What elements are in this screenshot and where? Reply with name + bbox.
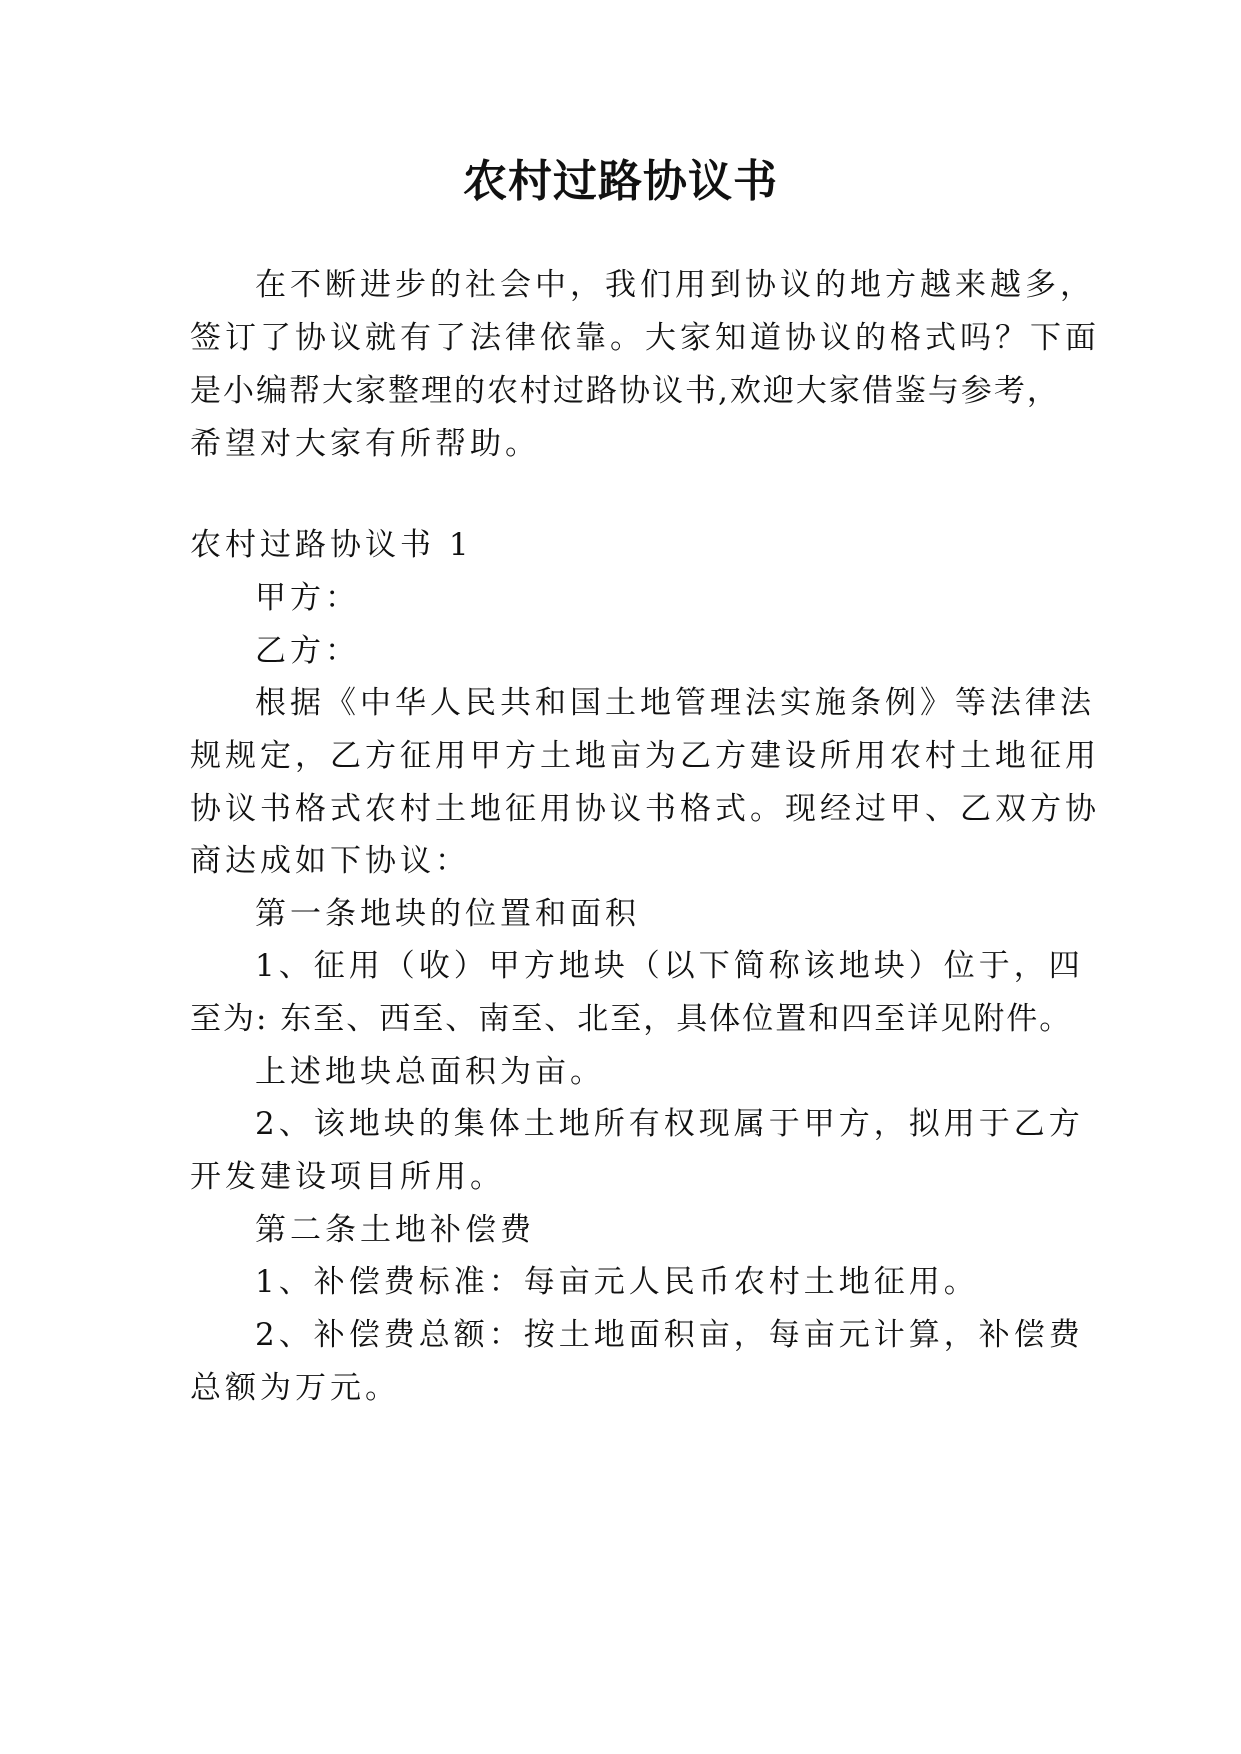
article1-item2-line-1: 2、该地块的集体土地所有权现属于甲方，拟用于乙方: [255, 1106, 1084, 1142]
intro-line-1: 在不断进步的社会中，我们用到协议的地方越来越多，: [255, 267, 1095, 303]
article1-item1-line-2: 至为: 东至、西至、南至、北至，具体位置和四至详见附件。: [190, 1001, 1073, 1037]
basis-line-1: 根据《中华人民共和国土地管理法实施条例》等法律法: [255, 685, 1095, 721]
article2-title: 第二条土地补偿费: [255, 1212, 535, 1248]
basis-line-3: 协议书格式农村土地征用协议书格式。现经过甲、乙双方协: [190, 791, 1100, 827]
article2-item2-line-2: 总额为万元。: [190, 1370, 400, 1406]
intro-line-4: 希望对大家有所帮助。: [190, 426, 540, 462]
article1-item2-line-2: 开发建设项目所用。: [190, 1159, 505, 1195]
basis-line-4: 商达成如下协议：: [190, 843, 470, 879]
article2-item2-line-1: 2、补偿费总额：按土地面积亩，每亩元计算，补偿费: [255, 1317, 1084, 1353]
section-heading: 农村过路协议书 1: [190, 527, 473, 563]
party-a-label: 甲方：: [255, 580, 360, 616]
intro-line-2: 签订了协议就有了法律依靠。大家知道协议的格式吗？下面: [190, 320, 1100, 356]
article1-item1-line-1: 1、征用（收）甲方地块（以下简称该地块）位于，四: [255, 948, 1084, 984]
article1-area: 上述地块总面积为亩。: [255, 1054, 605, 1090]
document-title: 农村过路协议书: [463, 156, 778, 207]
intro-line-3: 是小编帮大家整理的农村过路协议书,欢迎大家借鉴与参考，: [190, 373, 1060, 409]
basis-line-2: 规规定，乙方征用甲方土地亩为乙方建设所用农村土地征用: [190, 738, 1100, 774]
article2-item1: 1、补偿费标准：每亩元人民币农村土地征用。: [255, 1264, 979, 1300]
party-b-label: 乙方：: [255, 633, 360, 669]
article1-title: 第一条地块的位置和面积: [255, 896, 640, 932]
